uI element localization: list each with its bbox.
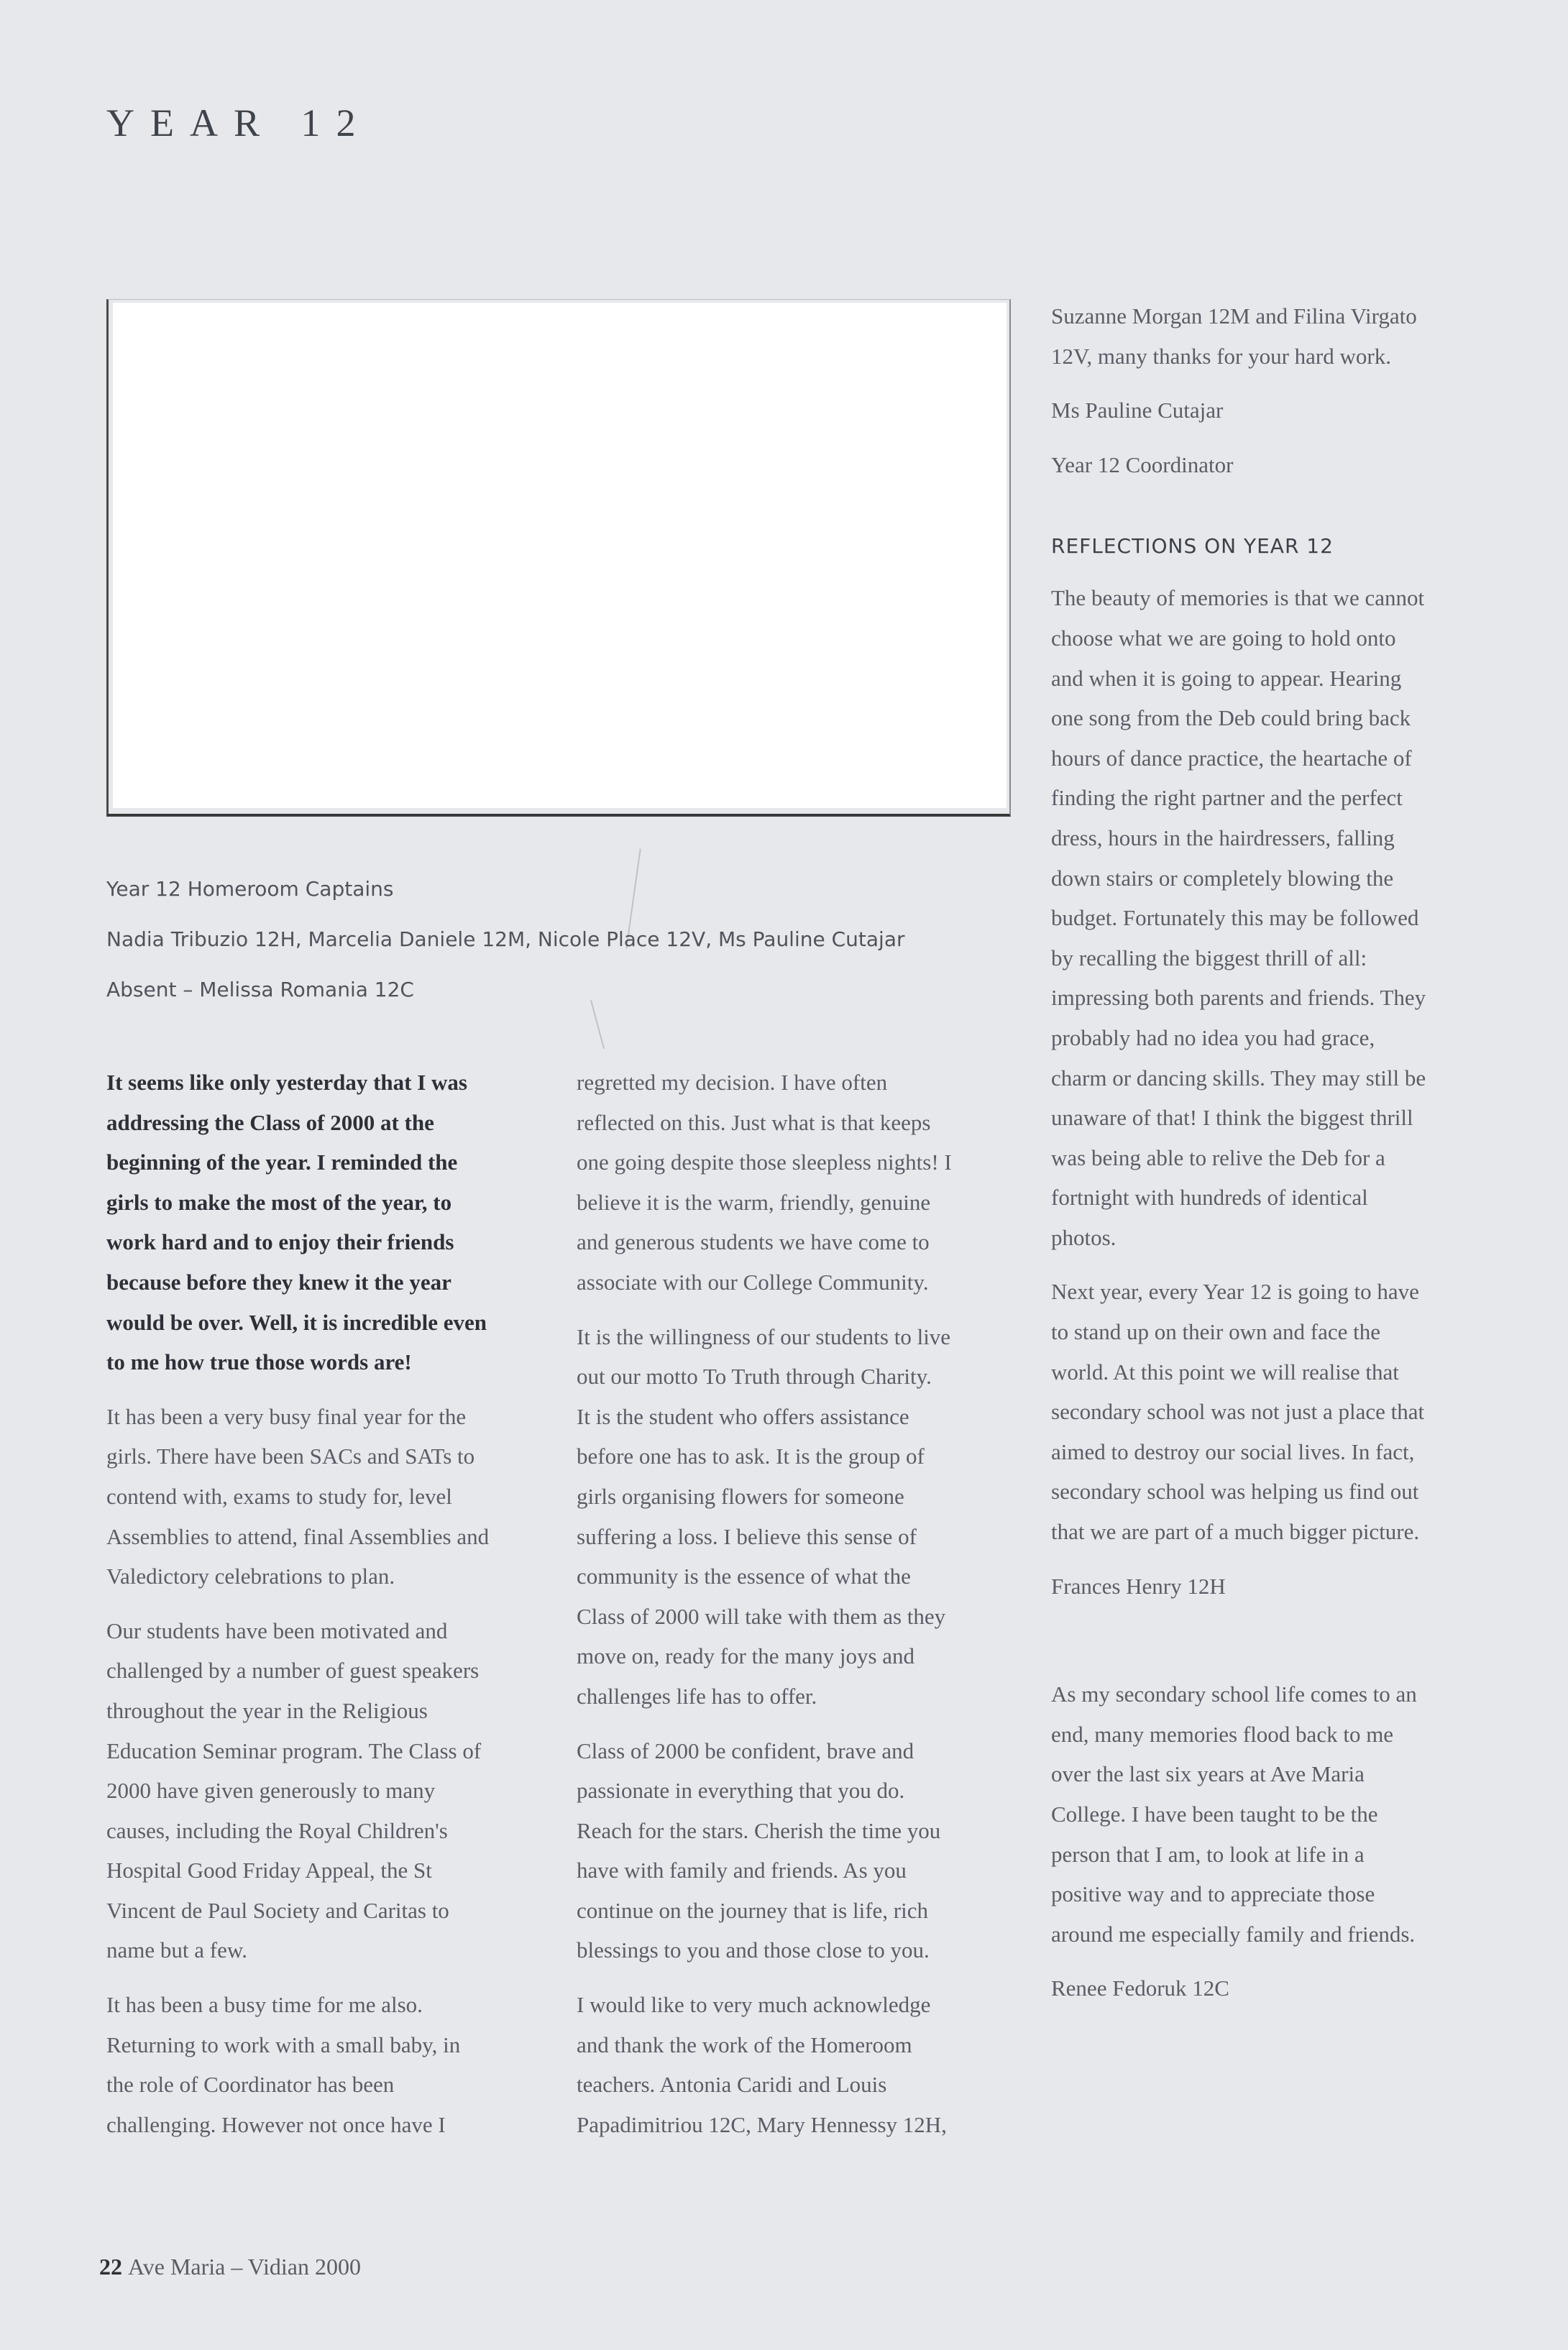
paragraph: Next year, every Year 12 is going to have to stand up on their own and face the world. At this point we will realise that secondary school was not just a place that aimed to destroy our social lives. In fact, secondary school was helping us find out that we are part of a much bigger picture. bbox=[1051, 1279, 1425, 1545]
column-3 bbox=[1051, 296, 1511, 2023]
signature-name: Ms Pauline Cutajar bbox=[1051, 398, 1224, 423]
homeroom-captains-photo bbox=[113, 303, 1007, 808]
paragraph: It has been a very busy final year for the girls. There have been SACs and SATs to contend with, exams to study for, level Assemblies to attend, final Assemblies and Valedictory celebrations to plan. bbox=[106, 1403, 490, 1589]
caption-absent: Absent – Melissa Romania 12C bbox=[106, 978, 414, 1001]
lead-paragraph: It seems like only yesterday that I was addressing the Class of 2000 at the beginning of the year. I reminded the girls to make the most of the year, to work hard and to enjoy their friends because before they knew it the year would be over. Well, it is incredible even to me how true those words are! bbox=[106, 1070, 487, 1375]
reflections-heading: REFLECTIONS ON YEAR 12 bbox=[1051, 534, 1334, 559]
author-credit: Frances Henry 12H bbox=[1051, 1573, 1226, 1599]
section-heading: YEAR 12 bbox=[106, 101, 372, 144]
page-footer bbox=[99, 2254, 361, 2280]
column-2 bbox=[577, 1062, 1022, 2159]
paragraph: Suzanne Morgan 12M and Filina Virgato 12V, many thanks for your hard work. bbox=[1051, 303, 1417, 369]
publication-title: Ave Maria – Vidian 2000 bbox=[128, 2254, 361, 2280]
photo-frame bbox=[106, 299, 1011, 817]
paragraph: Class of 2000 be confident, brave and passionate in everything that you do. Reach for the stars. Cherish the time you have with family and friends. As you continue on the journey that is life, rich blessings to you and those close to you. bbox=[577, 1738, 941, 1963]
signature-role: Year 12 Coordinator bbox=[1051, 451, 1234, 477]
paragraph: regretted my decision. I have often reflected on this. Just what is that keeps one going despite those sleepless nights! I believe it is the warm, friendly, genuine and generous students we have come to associate with our College Community. bbox=[577, 1070, 952, 1295]
column-1 bbox=[106, 1062, 552, 2159]
paragraph: It has been a busy time for me also. Returning to work with a small baby, in the role of Coordinator has been challenging. However not once have I bbox=[106, 1992, 461, 2137]
paragraph: The beauty of memories is that we cannot choose what we are going to hold onto and when it is going to appear. Hearing one song from the Deb could bring back hours of dance practice, the heartache of finding the right partner and the perfect dress, hours in the hairdressers, falling down stairs or completely blowing the budget. Fortunately this may be followed by recalling the biggest thrill of all: impressing both parents and friends. They probably had no idea you had grace, charm or dancing skills. They may still be unaware of that! I think the biggest thrill was being able to relive the Deb for a fortnight with hundreds of identical photos. bbox=[1051, 585, 1426, 1250]
caption-names: Nadia Tribuzio 12H, Marcelia Daniele 12M, Nicole Place 12V, Ms Pauline Cutajar bbox=[106, 927, 905, 951]
paragraph: As my secondary school life comes to an end, many memories flood back to me over the last six years at Ave Maria College. I have been taught to be the person that I am, to look at life in a positive way and to appreciate those around me especially family and friends. bbox=[1051, 1681, 1417, 1947]
photo-caption bbox=[106, 864, 905, 1015]
paragraph: Our students have been motivated and challenged by a number of guest speakers throughout the year in the Religious Education Seminar program. The Class of 2000 have given generously to many causes, including the Royal Children's Hospital Good Friday Appeal, the St Vincent de Paul Society and Caritas to name but a few. bbox=[106, 1617, 482, 1963]
caption-heading: Year 12 Homeroom Captains bbox=[106, 877, 394, 901]
page-number: 22 bbox=[99, 2254, 122, 2280]
author-credit: Renee Fedoruk 12C bbox=[1051, 1975, 1229, 2001]
paragraph: It is the willingness of our students to live out our motto To Truth through Charity. It is the student who offers assistance before one has to ask. It is the group of girls organising flowers for someone suffering a loss. I believe this sense of community is the essence of what the Class of 2000 will take with them as they move on, ready for the many joys and challenges life has to offer. bbox=[577, 1323, 951, 1709]
paragraph: I would like to very much acknowledge and thank the work of the Homeroom teachers. Antonia Caridi and Louis Papadimitriou 12C, Mary Hennessy 12H, bbox=[577, 1992, 947, 2137]
